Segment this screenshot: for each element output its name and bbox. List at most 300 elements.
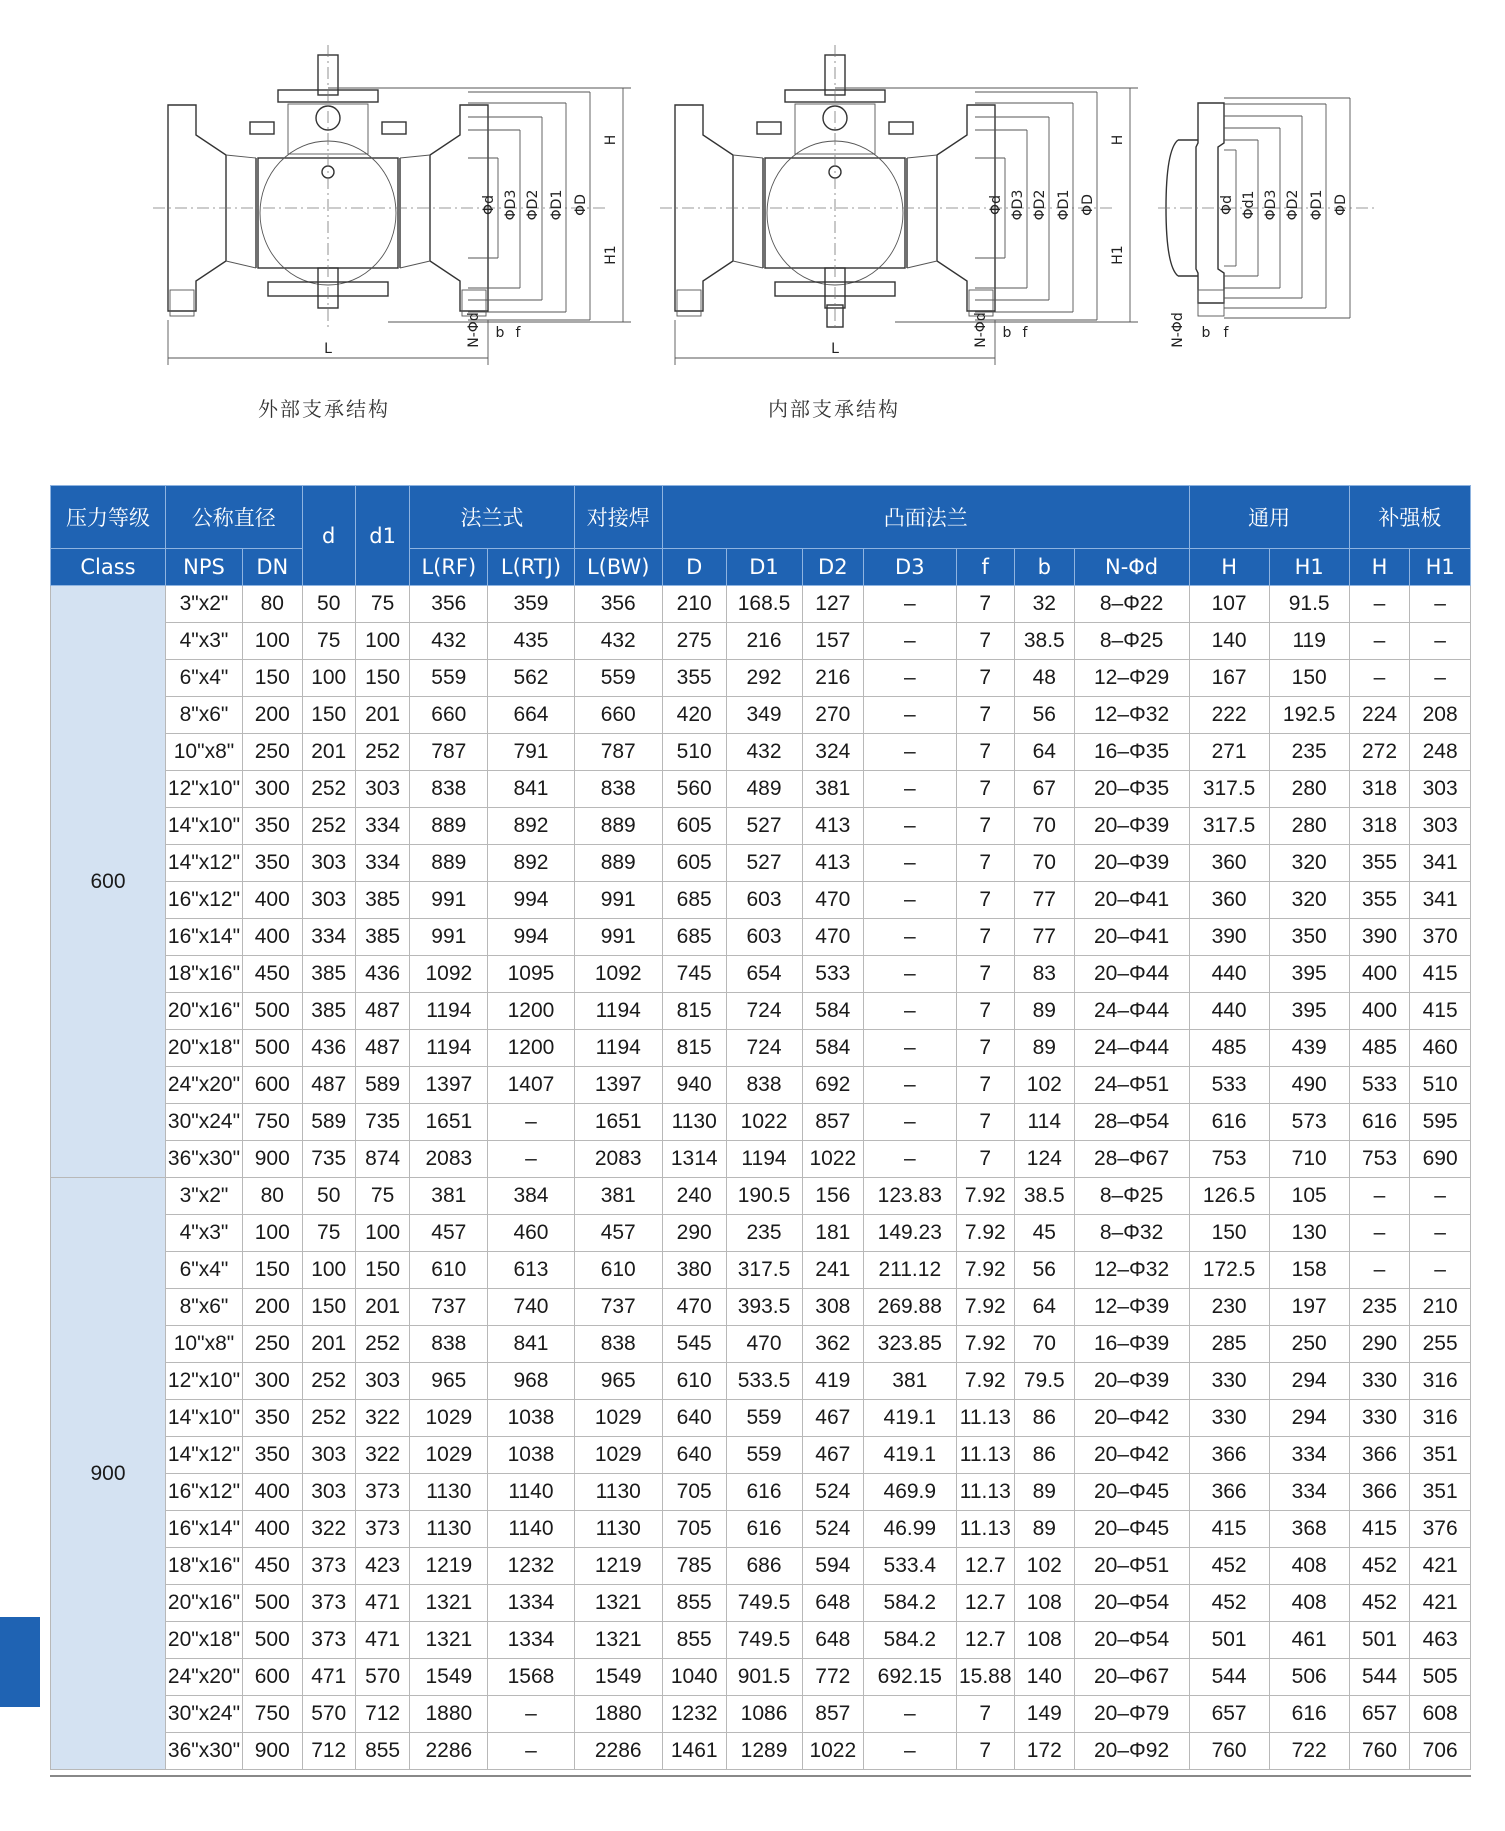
table-cell: 8–Φ32	[1074, 1215, 1189, 1252]
header-col-d1: D1	[726, 549, 802, 586]
table-cell: 490	[1269, 1067, 1349, 1104]
table-cell: 16–Φ35	[1074, 734, 1189, 771]
table-cell: 605	[662, 845, 726, 882]
table-cell: 740	[488, 1289, 574, 1326]
table-cell: 216	[726, 623, 802, 660]
table-row	[51, 1437, 1471, 1474]
table-row	[51, 956, 1471, 993]
header-col-h: H	[1189, 549, 1269, 586]
table-cell: 544	[1349, 1659, 1410, 1696]
table-cell: 471	[355, 1585, 409, 1622]
table-cell: 750	[242, 1104, 302, 1141]
dimension-label: b	[1201, 325, 1211, 341]
dimension-label: ΦD2	[1285, 189, 1301, 221]
table-cell: 1334	[488, 1622, 574, 1659]
table-cell: 320	[1269, 845, 1349, 882]
table-cell: 102	[1015, 1548, 1075, 1585]
table-cell: 350	[1269, 919, 1349, 956]
table-cell: 1130	[662, 1104, 726, 1141]
table-cell: 1200	[488, 993, 574, 1030]
table-cell: 28–Φ54	[1074, 1104, 1189, 1141]
table-cell: 197	[1269, 1289, 1349, 1326]
table-cell: 1219	[574, 1548, 662, 1585]
table-row	[51, 771, 1471, 808]
table-cell: 323.85	[864, 1326, 956, 1363]
table-cell: 56	[1015, 697, 1075, 734]
table-cell: 589	[355, 1067, 409, 1104]
table-cell: 255	[1410, 1326, 1471, 1363]
table-cell: 16–Φ39	[1074, 1326, 1189, 1363]
table-cell: 460	[1410, 1030, 1471, 1067]
drawing-line	[430, 105, 488, 311]
table-cell: 533	[802, 956, 864, 993]
table-cell: 1029	[574, 1437, 662, 1474]
table-cell: –	[864, 734, 956, 771]
table-cell: 510	[1410, 1067, 1471, 1104]
table-cell: –	[864, 1104, 956, 1141]
table-cell: 150	[355, 1252, 409, 1289]
table-cell: 275	[662, 623, 726, 660]
table-cell: 351	[1410, 1474, 1471, 1511]
table-cell: 8–Φ22	[1074, 586, 1189, 623]
table-cell: 235	[726, 1215, 802, 1252]
table-cell: 20"x16"	[165, 1585, 242, 1622]
table-cell: 210	[662, 586, 726, 623]
table-cell: 7.92	[956, 1178, 1015, 1215]
header-col-nps: NPS	[165, 549, 242, 586]
table-cell: 485	[1189, 1030, 1269, 1067]
table-cell: 3"x2"	[165, 586, 242, 623]
table-cell: 1194	[410, 993, 488, 1030]
table-cell: 1232	[662, 1696, 726, 1733]
table-cell: 330	[1189, 1363, 1269, 1400]
table-cell: 7.92	[956, 1363, 1015, 1400]
dimension-label: ΦD3	[1010, 189, 1026, 221]
table-cell: 100	[355, 1215, 409, 1252]
table-cell: 838	[410, 1326, 488, 1363]
table-cell: 308	[802, 1289, 864, 1326]
header-pressure-class: 压力等级	[51, 486, 166, 549]
table-cell: 544	[1189, 1659, 1269, 1696]
table-cell: 334	[1269, 1437, 1349, 1474]
table-cell: 300	[242, 1363, 302, 1400]
table-cell: 1130	[574, 1511, 662, 1548]
table-cell: 7	[956, 1733, 1015, 1770]
table-cell: 83	[1015, 956, 1075, 993]
table-cell: 334	[355, 845, 409, 882]
table-row	[51, 1104, 1471, 1141]
table-cell: 965	[574, 1363, 662, 1400]
table-cell: 640	[662, 1400, 726, 1437]
table-cell: 270	[802, 697, 864, 734]
table-cell: 38.5	[1015, 1178, 1075, 1215]
table-cell: 12"x10"	[165, 771, 242, 808]
dimension-label: Φd	[1219, 195, 1235, 215]
table-cell: 7.92	[956, 1326, 1015, 1363]
dimension-label: H1	[603, 245, 619, 265]
table-row	[51, 1400, 1471, 1437]
header-col-l-bw-: L(BW)	[574, 549, 662, 586]
table-cell: 303	[302, 845, 355, 882]
table-cell: 527	[726, 845, 802, 882]
table-cell: 487	[355, 1030, 409, 1067]
table-cell: 172	[1015, 1733, 1075, 1770]
table-cell: –	[864, 956, 956, 993]
table-cell: 7	[956, 882, 1015, 919]
table-cell: 8–Φ25	[1074, 623, 1189, 660]
table-cell: 252	[302, 1363, 355, 1400]
table-cell: 149.23	[864, 1215, 956, 1252]
table-cell: 1140	[488, 1474, 574, 1511]
table-cell: 994	[488, 882, 574, 919]
table-cell: 208	[1410, 697, 1471, 734]
table-cell: 1334	[488, 1585, 574, 1622]
table-cell: 892	[488, 808, 574, 845]
header-col-b: b	[1015, 549, 1075, 586]
table-cell: 360	[1189, 845, 1269, 882]
table-cell: 124	[1015, 1141, 1075, 1178]
table-cell: 393.5	[726, 1289, 802, 1326]
table-row	[51, 1178, 1471, 1215]
table-cell: 505	[1410, 1659, 1471, 1696]
table-cell: 452	[1349, 1585, 1410, 1622]
table-cell: 7	[956, 771, 1015, 808]
table-cell: 24–Φ44	[1074, 993, 1189, 1030]
table-cell: 201	[355, 697, 409, 734]
table-cell: 1549	[574, 1659, 662, 1696]
table-cell: 390	[1349, 919, 1410, 956]
table-cell: 252	[355, 734, 409, 771]
table-cell: 107	[1189, 586, 1269, 623]
table-cell: 20–Φ54	[1074, 1585, 1189, 1622]
table-cell: 991	[574, 882, 662, 919]
table-cell: 70	[1015, 1326, 1075, 1363]
table-cell: 334	[355, 808, 409, 845]
table-cell: 408	[1269, 1548, 1349, 1585]
table-cell: 385	[302, 956, 355, 993]
table-cell: 595	[1410, 1104, 1471, 1141]
table-cell: 50	[302, 586, 355, 623]
table-cell: 594	[802, 1548, 864, 1585]
table-cell: 11.13	[956, 1511, 1015, 1548]
header-raised-face-flange: 凸面法兰	[662, 486, 1189, 549]
table-cell: 991	[574, 919, 662, 956]
header-col-class: Class	[51, 549, 166, 586]
table-cell: –	[864, 1696, 956, 1733]
table-cell: –	[864, 1030, 956, 1067]
table-cell: 300	[242, 771, 302, 808]
table-cell: 892	[488, 845, 574, 882]
table-cell: 303	[355, 771, 409, 808]
table-cell: 467	[802, 1437, 864, 1474]
table-cell: 722	[1269, 1733, 1349, 1770]
table-cell: 1321	[574, 1622, 662, 1659]
table-cell: –	[1410, 623, 1471, 660]
table-cell: 252	[355, 1326, 409, 1363]
table-cell: 14"x12"	[165, 845, 242, 882]
table-cell: 12"x10"	[165, 1363, 242, 1400]
table-cell: 356	[410, 586, 488, 623]
table-cell: 385	[355, 919, 409, 956]
table-cell: 64	[1015, 734, 1075, 771]
table-cell: 20"x18"	[165, 1030, 242, 1067]
table-cell: 64	[1015, 1289, 1075, 1326]
table-cell: 355	[1349, 882, 1410, 919]
header-col-h1: H1	[1269, 549, 1349, 586]
table-cell: 648	[802, 1622, 864, 1659]
table-cell: 1038	[488, 1437, 574, 1474]
table-cell: 467	[802, 1400, 864, 1437]
table-cell: 413	[802, 808, 864, 845]
table-cell: 1130	[574, 1474, 662, 1511]
table-cell: 210	[1410, 1289, 1471, 1326]
table-cell: 400	[1349, 956, 1410, 993]
table-row	[51, 586, 1471, 623]
table-cell: 1194	[574, 1030, 662, 1067]
table-row	[51, 1733, 1471, 1770]
table-cell: 584	[802, 993, 864, 1030]
table-cell: 1321	[410, 1622, 488, 1659]
table-cell: 419	[802, 1363, 864, 1400]
table-cell: 123.83	[864, 1178, 956, 1215]
table-cell: 470	[802, 919, 864, 956]
table-cell: 7	[956, 808, 1015, 845]
table-cell: 303	[302, 882, 355, 919]
table-cell: 400	[1349, 993, 1410, 1030]
table-cell: –	[864, 808, 956, 845]
table-cell: 815	[662, 1030, 726, 1067]
table-cell: 640	[662, 1437, 726, 1474]
table-cell: 559	[574, 660, 662, 697]
table-cell: 16"x14"	[165, 919, 242, 956]
table-row	[51, 1696, 1471, 1733]
table-cell: 89	[1015, 993, 1075, 1030]
table-cell: 38.5	[1015, 623, 1075, 660]
table-cell: 350	[242, 1437, 302, 1474]
table-cell: 269.88	[864, 1289, 956, 1326]
table-cell: 692	[802, 1067, 864, 1104]
table-cell: 408	[1269, 1585, 1349, 1622]
dimension-label: ΦD2	[525, 189, 541, 221]
dimension-label: Φd	[988, 195, 1004, 215]
table-cell: 181	[802, 1215, 864, 1252]
table-cell: 79.5	[1015, 1363, 1075, 1400]
table-cell: 1200	[488, 1030, 574, 1067]
table-cell: 610	[662, 1363, 726, 1400]
table-cell: 322	[355, 1437, 409, 1474]
header-reinforcement-plate: 补强板	[1349, 486, 1470, 549]
table-cell: 889	[410, 808, 488, 845]
table-cell: 608	[1410, 1696, 1471, 1733]
table-cell: 7	[956, 1104, 1015, 1141]
table-cell: 1651	[574, 1104, 662, 1141]
dimension-label: H	[603, 134, 619, 146]
table-cell: 390	[1189, 919, 1269, 956]
table-cell: 20–Φ45	[1074, 1511, 1189, 1548]
table-cell: 470	[802, 882, 864, 919]
table-cell: 400	[242, 1474, 302, 1511]
table-cell: 600	[242, 1067, 302, 1104]
table-cell: 1397	[574, 1067, 662, 1104]
table-cell: 200	[242, 1289, 302, 1326]
table-cell: 584.2	[864, 1585, 956, 1622]
table-cell: 200	[242, 697, 302, 734]
table-cell: 452	[1189, 1585, 1269, 1622]
table-cell: 381	[864, 1363, 956, 1400]
table-cell: 362	[802, 1326, 864, 1363]
table-cell: 150	[302, 697, 355, 734]
table-cell: 1880	[574, 1696, 662, 1733]
table-cell: 500	[242, 993, 302, 1030]
table-cell: 252	[302, 771, 355, 808]
table-cell: 560	[662, 771, 726, 808]
table-cell: 787	[574, 734, 662, 771]
table-cell: 67	[1015, 771, 1075, 808]
table-cell: 119	[1269, 623, 1349, 660]
header-col-d: D	[662, 549, 726, 586]
table-cell: 460	[488, 1215, 574, 1252]
table-cell: 20–Φ39	[1074, 808, 1189, 845]
table-cell: 965	[410, 1363, 488, 1400]
table-cell: 303	[1410, 808, 1471, 845]
table-row	[51, 1252, 1471, 1289]
dimension-label: b	[495, 325, 505, 341]
valve-drawings	[0, 0, 1505, 470]
table-cell: 86	[1015, 1437, 1075, 1474]
table-cell: 10"x8"	[165, 1326, 242, 1363]
table-cell: –	[488, 1733, 574, 1770]
table-cell: 50	[302, 1178, 355, 1215]
table-cell: 317.5	[1189, 808, 1269, 845]
table-cell: 366	[1349, 1437, 1410, 1474]
dimension-label: ΦD	[1333, 194, 1349, 216]
header-d1: d1	[355, 486, 409, 586]
dimension-label: f	[1022, 325, 1028, 341]
brand-badge	[0, 1617, 40, 1707]
table-cell: 421	[1410, 1585, 1471, 1622]
table-cell: –	[488, 1696, 574, 1733]
table-cell: 7	[956, 919, 1015, 956]
header-col-h1: H1	[1410, 549, 1471, 586]
table-cell: 36"x30"	[165, 1141, 242, 1178]
table-cell: 102	[1015, 1067, 1075, 1104]
table-cell: 18"x16"	[165, 1548, 242, 1585]
table-cell: –	[1349, 1252, 1410, 1289]
table-cell: 857	[802, 1104, 864, 1141]
table-cell: 753	[1189, 1141, 1269, 1178]
table-cell: 130	[1269, 1215, 1349, 1252]
drawing-line	[733, 155, 763, 158]
table-cell: 157	[802, 623, 864, 660]
dimension-label: ΦD	[573, 194, 589, 216]
table-cell: 1651	[410, 1104, 488, 1141]
table-cell: 1321	[410, 1585, 488, 1622]
table-cell: 368	[1269, 1511, 1349, 1548]
table-cell: 470	[662, 1289, 726, 1326]
table-cell: 559	[726, 1437, 802, 1474]
table-cell: 772	[802, 1659, 864, 1696]
table-cell: 240	[662, 1178, 726, 1215]
table-cell: 1314	[662, 1141, 726, 1178]
header-row-1	[51, 486, 1471, 549]
table-cell: 4"x3"	[165, 623, 242, 660]
table-cell: 1321	[574, 1585, 662, 1622]
table-cell: 126.5	[1189, 1178, 1269, 1215]
table-cell: 16"x12"	[165, 882, 242, 919]
table-cell: 12–Φ32	[1074, 1252, 1189, 1289]
table-cell: 224	[1349, 697, 1410, 734]
table-cell: 487	[355, 993, 409, 1030]
table-cell: 7	[956, 697, 1015, 734]
table-cell: 12.7	[956, 1585, 1015, 1622]
table-cell: 991	[410, 882, 488, 919]
table-cell: 874	[355, 1141, 409, 1178]
table-cell: 471	[302, 1659, 355, 1696]
table-cell: 381	[802, 771, 864, 808]
table-cell: 14"x12"	[165, 1437, 242, 1474]
table-cell: 8"x6"	[165, 1289, 242, 1326]
table-cell: 7	[956, 956, 1015, 993]
table-cell: 724	[726, 993, 802, 1030]
table-cell: 12–Φ39	[1074, 1289, 1189, 1326]
table-cell: 140	[1015, 1659, 1075, 1696]
table-cell: 616	[726, 1474, 802, 1511]
table-row	[51, 1067, 1471, 1104]
table-cell: 172.5	[1189, 1252, 1269, 1289]
table-cell: 294	[1269, 1363, 1349, 1400]
dimension-label: N-Φd	[973, 312, 989, 348]
table-cell: 250	[1269, 1326, 1349, 1363]
table-cell: 838	[574, 771, 662, 808]
table-cell: 419.1	[864, 1400, 956, 1437]
table-cell: 127	[802, 586, 864, 623]
drawing-line	[400, 155, 430, 158]
table-cell: 8–Φ25	[1074, 1178, 1189, 1215]
table-cell: –	[488, 1141, 574, 1178]
table-cell: 168.5	[726, 586, 802, 623]
table-row	[51, 882, 1471, 919]
table-row	[51, 1511, 1471, 1548]
table-row	[51, 1622, 1471, 1659]
table-cell: 30"x24"	[165, 1104, 242, 1141]
table-cell: 1397	[410, 1067, 488, 1104]
table-cell: 201	[355, 1289, 409, 1326]
table-cell: 471	[355, 1622, 409, 1659]
table-cell: 24"x20"	[165, 1067, 242, 1104]
table-cell: 11.13	[956, 1437, 1015, 1474]
table-cell: 7	[956, 1067, 1015, 1104]
table-cell: 334	[1269, 1474, 1349, 1511]
table-cell: –	[864, 660, 956, 697]
table-cell: 589	[302, 1104, 355, 1141]
drawing-line	[170, 290, 194, 316]
table-cell: 506	[1269, 1659, 1349, 1696]
table-cell: 510	[662, 734, 726, 771]
table-cell: 100	[302, 1252, 355, 1289]
table-cell: 350	[242, 1400, 302, 1437]
table-cell: 1092	[574, 956, 662, 993]
dimension-label: ΦD3	[503, 189, 519, 221]
table-cell: 524	[802, 1474, 864, 1511]
table-cell: 385	[302, 993, 355, 1030]
table-cell: 2286	[410, 1733, 488, 1770]
table-cell: –	[864, 771, 956, 808]
table-cell: –	[1349, 1215, 1410, 1252]
table-cell: 527	[726, 808, 802, 845]
table-cell: 330	[1349, 1363, 1410, 1400]
header-d: d	[302, 486, 355, 586]
table-cell: 28–Φ67	[1074, 1141, 1189, 1178]
